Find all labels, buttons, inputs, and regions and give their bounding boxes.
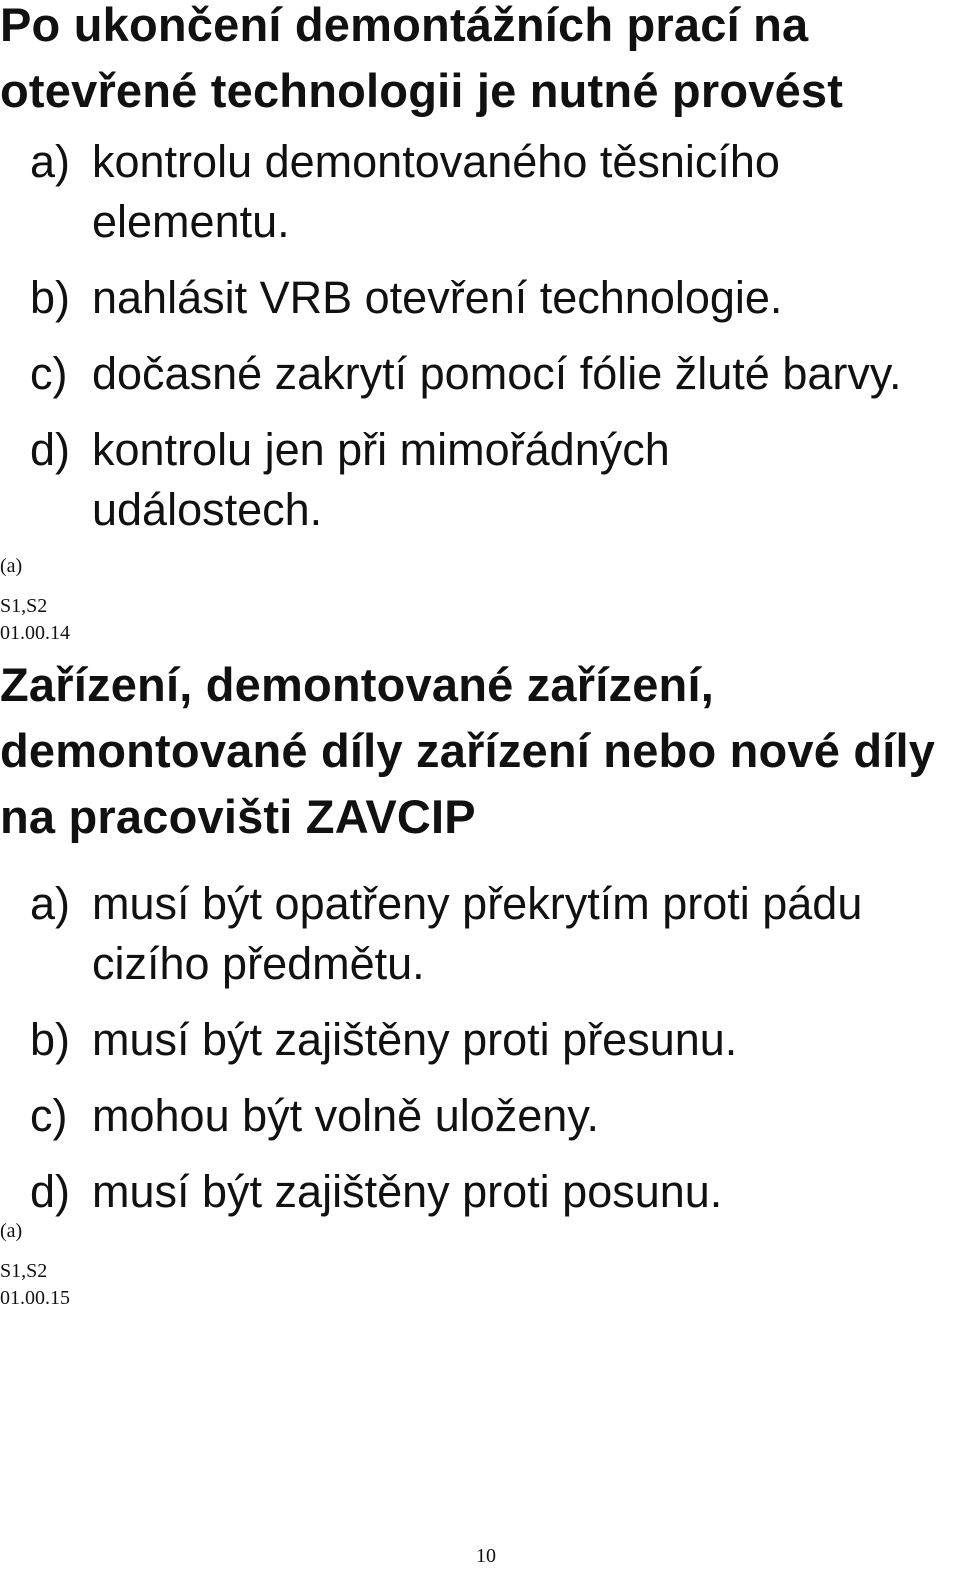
answer-options [0, 874, 960, 1222]
option-c [30, 1086, 960, 1146]
option-text: musí být zajištěny proti posunu. [92, 1166, 723, 1217]
option-b [30, 268, 960, 328]
option-b [30, 1010, 960, 1070]
option-letter: a) [30, 136, 71, 187]
option-letter: a) [30, 878, 71, 929]
option-d [30, 1162, 960, 1222]
question-scope: S1,S2 [0, 595, 48, 617]
question-01-00-14 [0, 0, 960, 540]
option-c [30, 344, 960, 404]
option-a [30, 874, 960, 994]
option-letter: d) [30, 424, 71, 475]
option-letter: b) [30, 1014, 71, 1065]
option-letter: c) [30, 348, 68, 399]
option-a [30, 132, 960, 252]
answer-options [0, 132, 960, 540]
question-code: 01.00.15 [0, 1287, 70, 1309]
option-text: musí být opatřeny překrytím proti pádu cizího předmětu. [92, 878, 863, 989]
page-number: 10 [476, 1545, 496, 1567]
correct-answer: (a) [0, 555, 23, 577]
option-letter: c) [30, 1090, 68, 1141]
option-letter: d) [30, 1166, 71, 1217]
question-title: Zařízení, demontované zařízení, demontované díly zařízení nebo nové díly na pracovišti ZAVCIP [0, 658, 936, 843]
option-letter: b) [30, 272, 71, 323]
question-title: Po ukončení demontážních prací na otevřené technologii je nutné provést [0, 0, 844, 117]
option-text: musí být zajištěny proti přesunu. [92, 1014, 738, 1065]
option-text: nahlásit VRB otevření technologie. [92, 272, 783, 323]
question-code: 01.00.14 [0, 622, 70, 644]
question-01-00-15 [0, 652, 960, 1222]
option-text: kontrolu demontovaného těsnicího elementu. [92, 136, 780, 247]
option-text: mohou být volně uloženy. [92, 1090, 599, 1141]
question-meta-01-00-14 [0, 553, 70, 647]
option-text: kontrolu jen při mimořádných událostech. [92, 424, 670, 535]
question-meta-01-00-15 [0, 1218, 70, 1312]
correct-answer: (a) [0, 1220, 23, 1242]
question-scope: S1,S2 [0, 1260, 48, 1282]
option-d [30, 420, 960, 540]
option-text: dočasné zakrytí pomocí fólie žluté barvy. [92, 348, 902, 399]
